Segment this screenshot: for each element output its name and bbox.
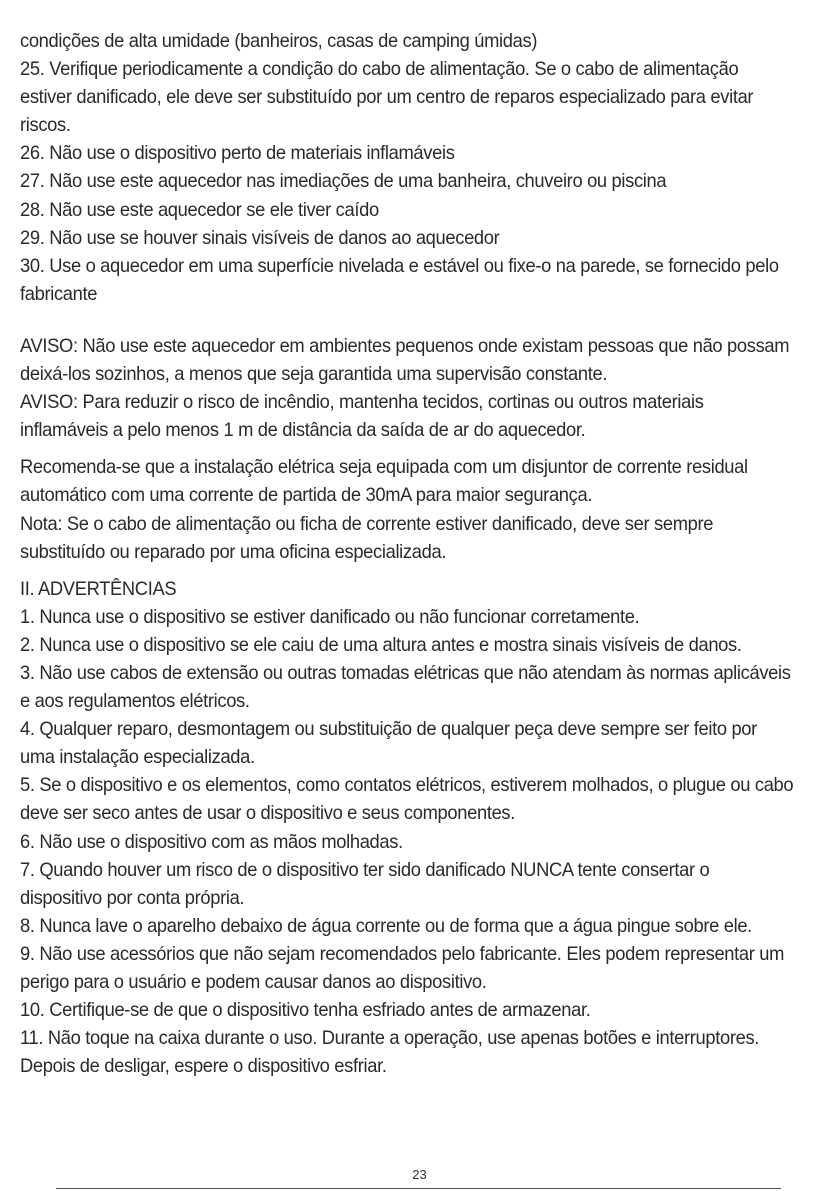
spacer xyxy=(20,445,794,454)
warning-item-11: 11. Não toque na caixa durante o uso. Durante a operação, use apenas botões e interruptores. Depois de desligar, espere o dispositivo esfriar. xyxy=(20,1028,760,1078)
footer-divider xyxy=(56,1188,781,1189)
safety-item-27: 27. Não use este aquecedor nas imediações de uma banheira, chuveiro ou piscina xyxy=(20,171,667,193)
warning-item-8: 8. Nunca lave o aparelho debaixo de água corrente ou de forma que a água pingue sobre ele. xyxy=(20,915,752,937)
warning-item-2: 2. Nunca use o dispositivo se ele caiu de uma altura antes e mostra sinais visíveis de danos. xyxy=(20,634,742,656)
safety-item-26: 26. Não use o dispositivo perto de materiais inflamáveis xyxy=(20,143,455,165)
safety-item-29: 29. Não use se houver sinais visíveis de danos ao aquecedor xyxy=(20,227,500,249)
safety-item-25: 25. Verifique periodicamente a condição do cabo de alimentação. Se o cabo de alimentação estiver danificado, ele deve ser substituído por um centro de reparos especializado para evitar riscos. xyxy=(20,59,754,137)
warning-item-9: 9. Não use acessórios que não sejam recomendados pelo fabricante. Eles podem representar um perigo para o usuário e podem causar danos ao dispositivo. xyxy=(20,943,785,993)
warning-item-6: 6. Não use o dispositivo com as mãos molhadas. xyxy=(20,831,403,853)
warning-item-3: 3. Não use cabos de extensão ou outras tomadas elétricas que não atendam às normas aplicáveis e aos regulamentos elétricos. xyxy=(20,662,805,713)
note-paragraph: Nota: Se o cabo de alimentação ou ficha de corrente estiver danificado, deve ser sempre substituído ou reparado por uma oficina especializada. xyxy=(20,513,714,563)
section-heading: II. ADVERTÊNCIAS xyxy=(20,578,177,600)
safety-item-28: 28. Não use este aquecedor se ele tiver caído xyxy=(20,199,379,221)
warning-item-10: 10. Certifique-se de que o dispositivo tenha esfriado antes de armazenar. xyxy=(20,1000,591,1022)
warning-item-5: 5. Se o dispositivo e os elementos, como contatos elétricos, estiverem molhados, o plugue ou cabo deve ser seco antes de usar o dispositivo e seus componentes. xyxy=(20,775,794,825)
warning-paragraph: AVISO: Não use este aquecedor em ambientes pequenos onde existam pessoas que não possam deixá-los sozinhos, a menos que seja garantida uma supervisão constante. xyxy=(20,335,790,386)
recommendation-paragraph: Recomenda-se que a instalação elétrica seja equipada com um disjuntor de corrente residual automático com uma corrente de partida de 30mA para maior segurança. xyxy=(20,457,748,507)
warning-paragraph: AVISO: Para reduzir o risco de incêndio, mantenha tecidos, cortinas ou outros materiais inflamáveis a pelo menos 1 m de distância da saída de ar do aquecedor. xyxy=(20,392,704,442)
safety-item: condições de alta umidade (banheiros, casas de camping úmidas) xyxy=(20,31,538,52)
spacer xyxy=(20,309,794,333)
warning-item-7: 7. Quando houver um risco de o dispositivo ter sido danificado NUNCA tente consertar o dispositivo por conta própria. xyxy=(20,859,710,909)
spacer xyxy=(20,567,794,576)
page-number: 23 xyxy=(412,1167,427,1182)
warning-item-4: 4. Qualquer reparo, desmontagem ou substituição de qualquer peça deve sempre ser feito por uma instalação especializada. xyxy=(20,719,757,769)
safety-item-30: 30. Use o aquecedor em uma superfície nivelada e estável ou fixe-o na parede, se fornecido pelo fabricante xyxy=(20,255,779,305)
warning-item-1: 1. Nunca use o dispositivo se estiver danificado ou não funcionar corretamente. xyxy=(20,606,640,628)
manual-page-body xyxy=(20,28,805,1081)
